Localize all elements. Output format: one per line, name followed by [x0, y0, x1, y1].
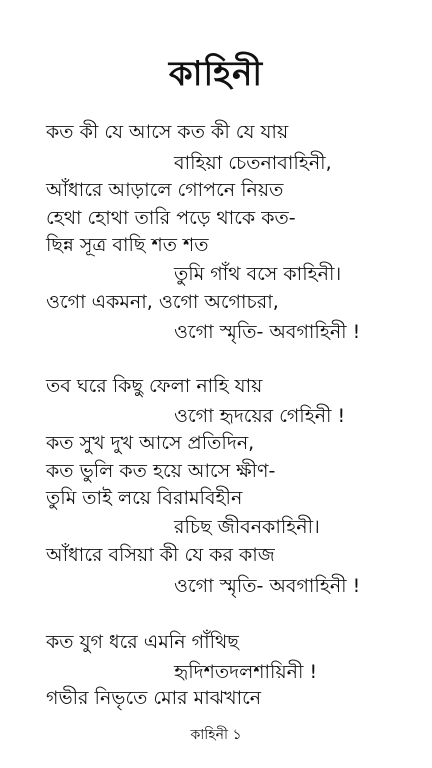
poem-line: রচিছ জীবনকাহিনী।	[174, 516, 320, 538]
poem-line: আঁধারে আড়ালে গোপনে নিয়ত	[46, 179, 284, 201]
poem-line: ওগো একমনা, ওগো অগোচরা,	[46, 291, 279, 313]
poem-line: গভীর নিভৃতে মোর মাঝখানে	[46, 687, 262, 709]
poem-line: হৃদিশতদলশায়িনী !	[174, 661, 318, 683]
poem-line: হেথা হোথা তারি পড়ে থাকে কত-	[46, 207, 296, 229]
poem-line: বাহিয়া চেতনাবাহিনী,	[174, 152, 332, 174]
page-footer: কাহিনী ১	[190, 727, 242, 743]
poem-line: ওগো স্মৃতি- অবগাহিনী !	[174, 321, 361, 343]
poem-line: তুমি তাই লয়ে বিরামবিহীন	[46, 487, 243, 509]
poem-line: কত ভুলি কত হয়ে আসে ক্ষীণ-	[46, 460, 276, 482]
poem-line: ওগো হৃদয়ের গেহিনী !	[174, 405, 346, 427]
poem-line: তব ঘরে কিছু ফেলা নাহি যায়	[46, 375, 263, 397]
poem-title: কাহিনী	[168, 54, 264, 94]
poem-line: কত সুখ দুখ আসে প্রতিদিন,	[46, 432, 255, 454]
poem-line: আঁধারে বসিয়া কী যে কর কাজ	[46, 544, 275, 566]
poem-line: ছিন্ন সূত্র বাছি শত শত	[46, 234, 209, 256]
poem-line: কত কী যে আসে কত কী যে যায়	[46, 121, 289, 143]
poem-line: তুমি গাঁথ বসে কাহিনী।	[174, 263, 342, 285]
poem-line: কত যুগ ধরে এমনি গাঁথিছ	[46, 631, 239, 653]
poem-line: ওগো স্মৃতি- অবগাহিনী !	[174, 575, 361, 597]
